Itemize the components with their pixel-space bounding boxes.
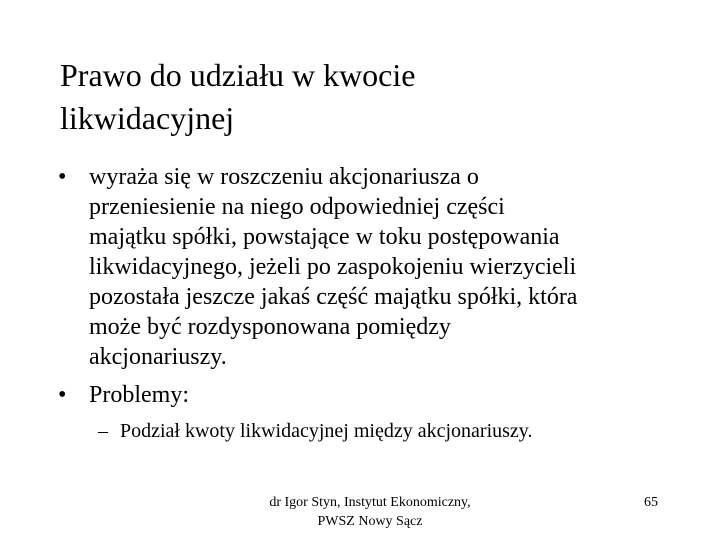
sub-bullet-marker: – — [98, 420, 108, 442]
bullet-line: wyraża się w roszczeniu akcjonariusza o — [89, 164, 479, 190]
page-number: 65 — [644, 495, 658, 510]
bullet-line: Problemy: — [89, 382, 189, 408]
slide-title — [60, 54, 680, 140]
footer-author — [240, 493, 500, 531]
bullet-marker: • — [58, 164, 67, 190]
bullet-marker: • — [58, 382, 67, 408]
slide-title-line-1: Prawo do udziału w kwocie — [60, 57, 416, 93]
footer-author-line-2: PWSZ Nowy Sącz — [317, 514, 423, 529]
bullet-line: przeniesienie na niego odpowiedniej części — [89, 194, 505, 220]
bullet-item — [58, 380, 678, 410]
slide-body — [58, 162, 678, 444]
sub-bullet-item — [58, 418, 678, 444]
bullet-line: pozostała jeszcze jakaś część majątku spółki, która — [89, 284, 578, 310]
sub-bullet-text: Podział kwoty likwidacyjnej między akcjonariuszy. — [120, 420, 533, 442]
bullet-item — [58, 162, 678, 372]
slide-title-line-2: likwidacyjnej — [60, 100, 235, 136]
footer-author-line-1: dr Igor Styn, Instytut Ekonomiczny, — [269, 495, 471, 510]
bullet-line: likwidacyjnego, jeżeli po zaspokojeniu wierzycieli — [89, 254, 577, 280]
bullet-line: akcjonariuszy. — [89, 344, 227, 370]
bullet-line: może być rozdysponowana pomiędzy — [89, 314, 451, 340]
bullet-line: majątku spółki, powstające w toku postępowania — [89, 224, 560, 250]
